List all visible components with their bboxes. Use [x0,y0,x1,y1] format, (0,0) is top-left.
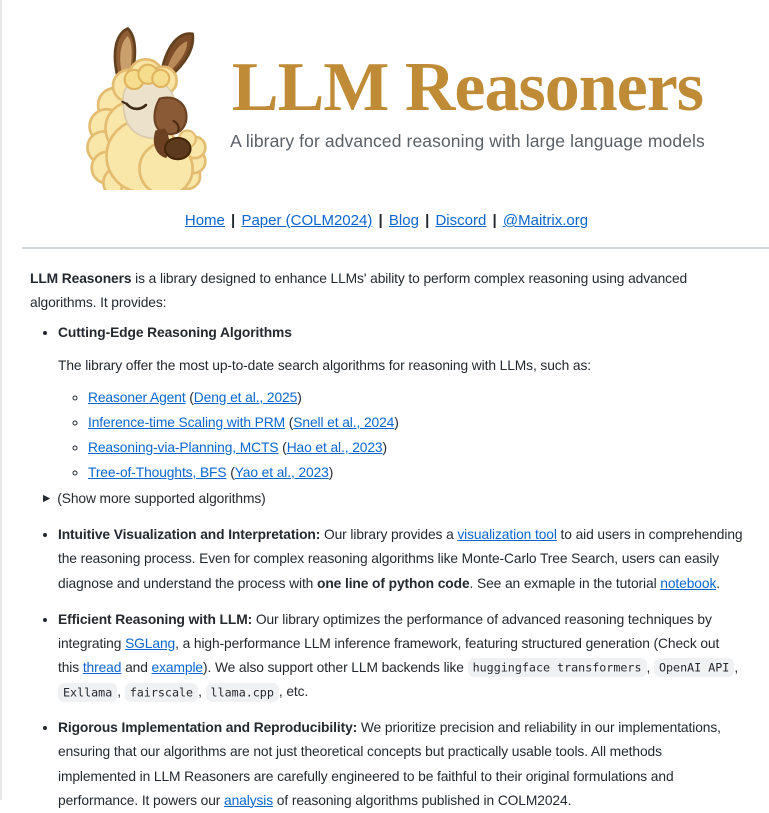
feature-visualization [58,523,743,595]
thread-link[interactable]: thread [82,659,122,675]
nav-link-home[interactable]: Home [184,212,225,229]
feature-text: , [734,659,739,675]
feature-text: ). We also support other LLM backends like [202,659,468,675]
intro-lead: LLM Reasoners [30,271,132,286]
code-backend-llamacpp: llama.cpp [206,683,279,702]
llama-mascot-icon [68,20,228,190]
feature-text: , [117,684,125,700]
citation-link[interactable]: Deng et al., 2025 [193,389,298,405]
feature-text: of reasoning algorithms published in COLM2024. [273,792,572,808]
feature-text: Our library provides a [320,527,458,543]
page-title: LLM Reasoners [231,48,704,126]
notebook-link[interactable]: notebook [660,575,717,591]
feature-text: . See an exmaple in the tutorial [469,575,661,591]
visualization-tool-link[interactable]: visualization tool [457,527,557,543]
nav-separator: | [488,212,501,229]
feature-text: , [198,684,206,700]
citation-link[interactable]: Yao et al., 2023 [234,464,329,480]
nav-separator: | [420,212,434,229]
intro-text: is a library designed to enhance LLMs' ability to perform complex reasoning using advanced algorithms. It provides: [30,271,688,311]
nav-link-paper[interactable]: Paper (COLM2024) [241,212,373,229]
feature-text: We prioritize precision and reliability in our implementations, ensuring that our algorithms are not just theoretical concepts but practically usable tools. All methods implemented in LLM Reasoners are carefully engineered to be faithful to their original formulations and performance. It powers our [58,720,721,808]
feature-text: and [121,659,152,675]
feature-text: Our library optimizes the performance of advanced reasoning techniques by integrating [58,611,712,651]
paren-close: ) [394,414,399,430]
algorithm-item [88,436,743,460]
feature-text: , a high-performance LLM inference framework, featuring structured generation (Check out this [58,635,720,675]
emphasis-text: one line of python code [317,575,470,591]
feature-heading: Cutting-Edge Reasoning Algorithms [58,325,292,341]
readme-content [30,267,743,813]
feature-cutting-edge [43,321,743,511]
citation-link[interactable]: Hao et al., 2023 [286,439,383,455]
show-more-details [43,487,743,511]
feature-heading: Efficient Reasoning with LLM: [58,611,253,627]
expand-triangle-icon: ▶ [43,493,51,505]
algorithm-item [88,461,743,485]
feature-heading: Rigorous Implementation and Reproducibility: [58,720,358,736]
nav-separator: | [226,212,240,229]
paren-close: ) [328,464,334,480]
sglang-link[interactable]: SGLang [125,635,176,651]
algorithm-link[interactable]: Inference-time Scaling with PRM [88,414,286,430]
paren-open: ( [278,439,287,455]
feature-text: , [646,659,654,675]
example-link[interactable]: example [151,659,203,675]
paren-close: ) [297,389,302,405]
algorithm-link[interactable]: Reasoning-via-Planning, MCTS [88,439,279,455]
show-more-toggle[interactable] [43,487,743,511]
nav-link-blog[interactable]: Blog [388,212,419,229]
algorithm-item [88,386,743,410]
main-nav [30,212,743,229]
algorithm-item [88,411,743,435]
feature-text: . [716,575,720,591]
analysis-link[interactable]: analysis [224,792,274,808]
show-more-label: (Show more supported algorithms) [57,491,266,507]
feature-rigorous [58,716,743,813]
intro-paragraph [30,267,743,315]
feature-list [30,321,743,813]
page [2,0,769,813]
title-block [230,48,705,159]
nav-link-maitrix[interactable]: @Maitrix.org [502,212,589,229]
citation-link[interactable]: Snell et al., 2024 [293,414,395,430]
code-backend-exllama: Exllama [58,683,117,702]
code-backend-huggingface: huggingface transformers [468,658,647,677]
code-backend-fairscale: fairscale [125,683,198,702]
paren-open: ( [185,389,194,405]
algorithm-link[interactable]: Reasoner Agent [88,389,186,405]
feature-description: The library offer the most up-to-date search algorithms for reasoning with LLMs, such as: [58,358,592,374]
page-subtitle: A library for advanced reasoning with large language models [230,131,705,152]
algorithm-link[interactable]: Tree-of-Thoughts, BFS [88,464,227,480]
nav-separator: | [374,212,387,229]
paren-open: ( [226,464,235,480]
algorithm-list [58,386,743,486]
feature-text: to aid users in comprehending the reasoning process. Even for complex reasoning algorithms like Monte-Carlo Tree Search, users can easily diagnose and understand the process with [58,527,743,591]
paren-close: ) [382,439,388,455]
feature-efficient [58,608,743,705]
feature-text: , etc. [278,684,309,700]
paren-open: ( [285,414,294,430]
site-header [30,20,743,190]
feature-heading: Intuitive Visualization and Interpretation: [58,527,321,543]
divider [22,247,769,249]
code-backend-openai: OpenAI API [654,658,734,677]
nav-link-discord[interactable]: Discord [435,212,487,229]
